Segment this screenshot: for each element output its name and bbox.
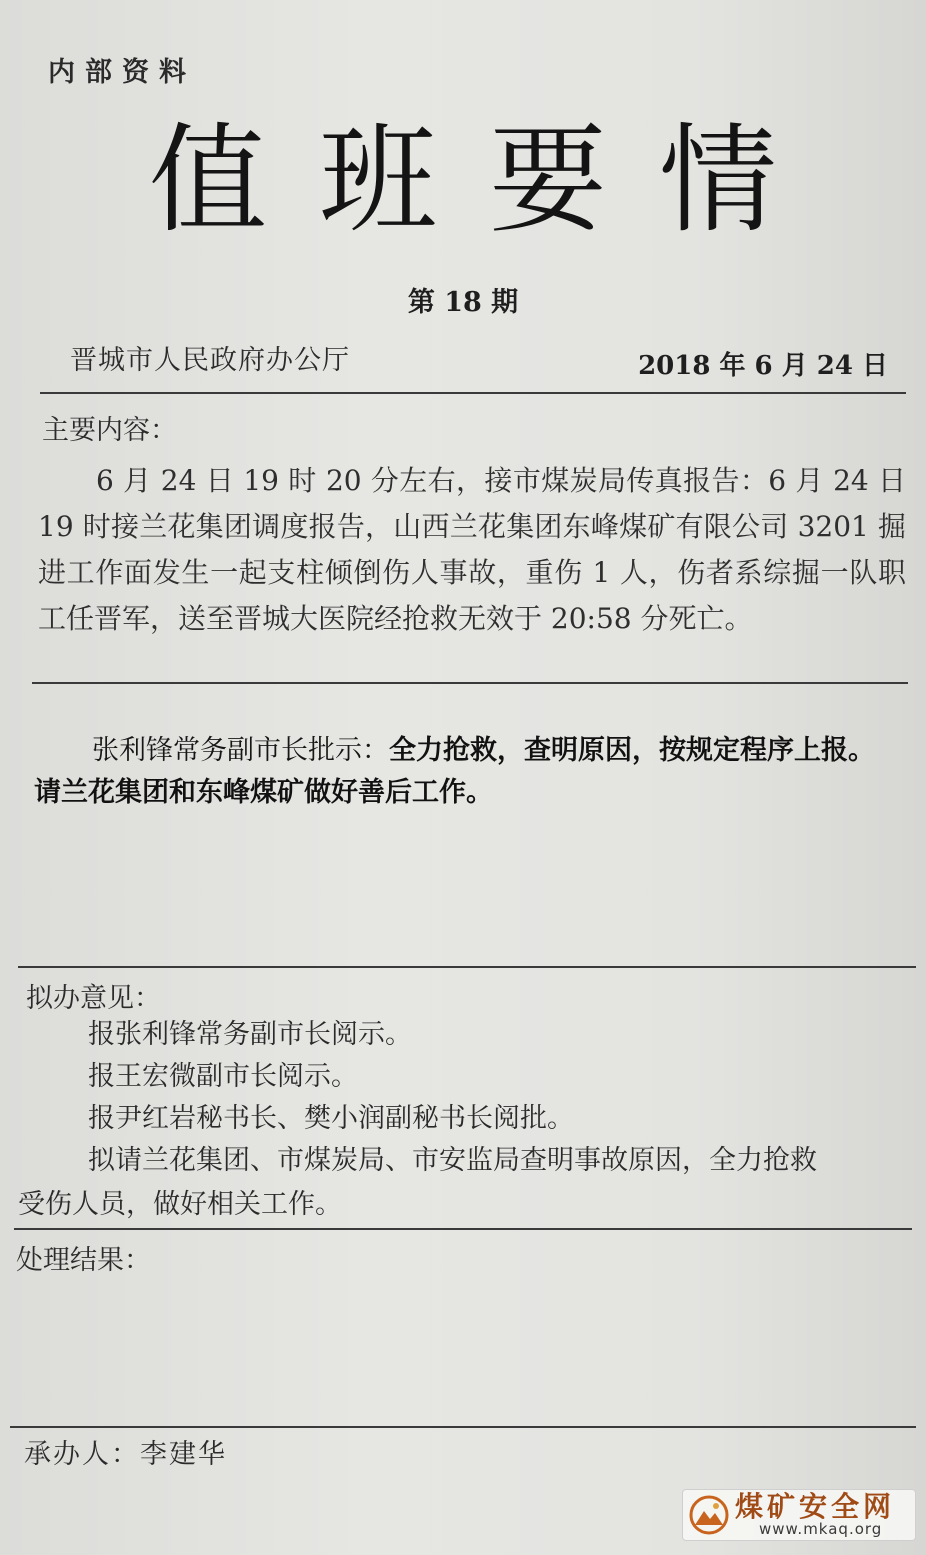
summary-text: 6 月 24 日 19 时 20 分左右，接市煤炭局传真报告：6 月 24 日 19 时接兰花集团调度报告，山西兰花集团东峰煤矿有限公司 3201 掘进工作面发生一起支柱倾倒伤人事故，重伤 1 人，伤者系综掘一队职工任晋军，送至晋城大医院经抢救无效于 20:58 分死亡。: [38, 464, 906, 635]
opinion-list: [88, 1014, 574, 1140]
instruction-bold-line2: 请兰花集团和东峰煤矿做好善后工作。: [34, 777, 493, 808]
result-divider: [10, 1426, 916, 1428]
opinion-item: 报张利锋常务副市长阅示。: [88, 1019, 412, 1050]
instruction-prefix: 张利锋常务副市长批示：: [92, 735, 389, 766]
leader-instruction: [34, 730, 914, 814]
watermark-url: www.mkaq.org: [759, 1520, 883, 1538]
instruction-divider: [18, 966, 916, 968]
summary-label: 主要内容：: [42, 415, 177, 446]
opinion-divider: [14, 1228, 912, 1230]
mountain-logo-icon: [689, 1495, 729, 1535]
opinion-item: 报尹红岩秘书长、樊小润副秘书长阅批。: [88, 1103, 574, 1134]
site-watermark: [682, 1489, 916, 1541]
issue-number: 第 18 期: [407, 287, 519, 318]
opinion-last-line1: 拟请兰花集团、市煤炭局、市安监局查明事故原因，全力抢救: [88, 1145, 817, 1176]
handler-line: 承办人：李建华: [24, 1439, 227, 1470]
instruction-bold-line1: 全力抢救，查明原因，按规定程序上报。: [389, 735, 875, 766]
opinion-label: 拟办意见：: [26, 983, 161, 1014]
summary-divider: [32, 682, 908, 684]
document-title: 值班要情: [148, 111, 829, 249]
issuing-office: 晋城市人民政府办公厅: [70, 345, 350, 376]
watermark-name: 煤矿安全网: [735, 1490, 896, 1523]
classification-label: 内部资料: [48, 57, 196, 88]
header-divider: [40, 392, 906, 394]
issue-date: 2018 年 6 月 24 日: [638, 351, 888, 381]
opinion-last-line2: 受伤人员，做好相关工作。: [18, 1189, 342, 1220]
result-label: 处理结果：: [16, 1245, 151, 1276]
opinion-item: 报王宏微副市长阅示。: [88, 1061, 358, 1092]
